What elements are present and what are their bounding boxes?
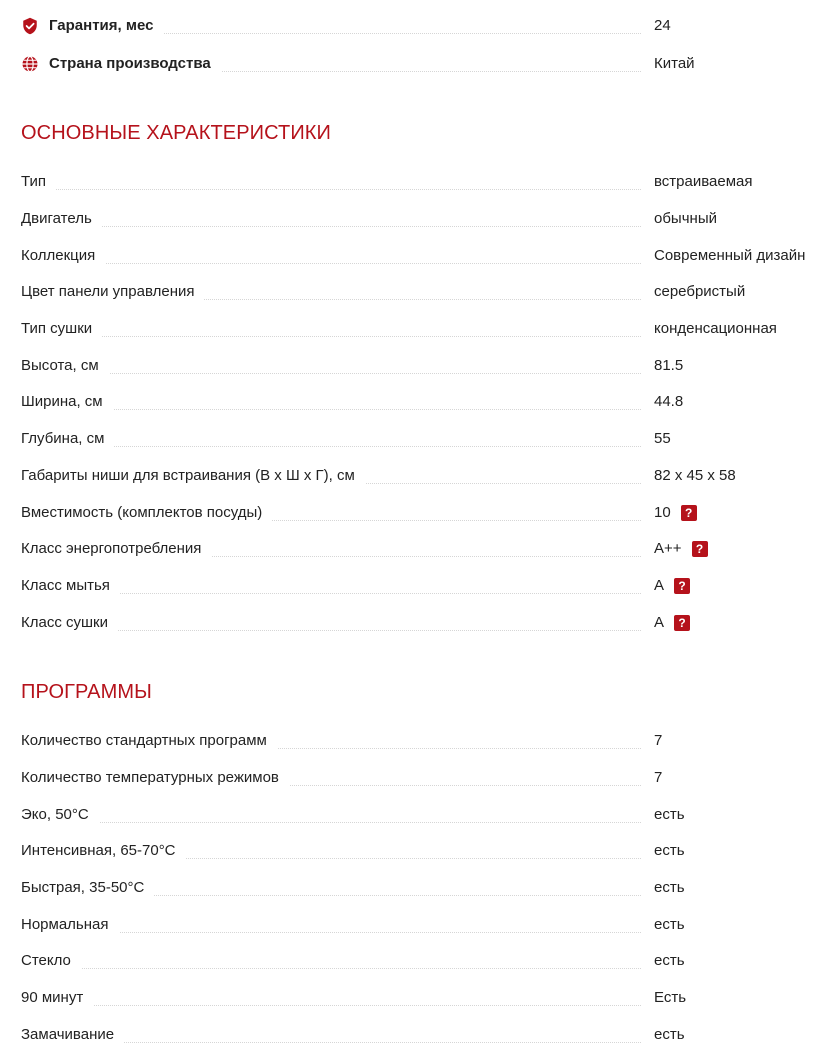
spec-label: Быстрая, 35-50°С — [21, 879, 154, 897]
spec-value: есть — [654, 916, 685, 934]
spec-label: Замачивание — [21, 1026, 124, 1044]
dotted-leader — [21, 263, 641, 264]
spec-row — [21, 458, 823, 495]
dotted-leader — [21, 409, 641, 410]
spec-value: встраиваемая — [654, 173, 753, 191]
spec-label: Габариты ниши для встраивания (В x Ш x Г), см — [21, 467, 365, 485]
spec-label: Класс мытья — [21, 577, 120, 595]
help-question-icon[interactable]: ? — [681, 505, 697, 521]
spec-label: Двигатель — [21, 210, 102, 228]
spec-row — [21, 796, 823, 833]
spec-value: 55 — [654, 430, 671, 448]
main-spec-list — [21, 164, 823, 641]
spec-value: 7 — [654, 769, 662, 787]
spec-value: A++ ? — [654, 540, 708, 558]
spec-label: Вместимость (комплектов посуды) — [21, 504, 272, 522]
section-title-main: ОСНОВНЫЕ ХАРАКТЕРИСТИКИ — [21, 121, 331, 145]
spec-label: Цвет панели управления — [21, 283, 204, 301]
spec-value: Современный дизайн — [654, 247, 805, 265]
spec-row — [21, 384, 823, 421]
spec-label: Тип сушки — [21, 320, 102, 338]
spec-row — [21, 494, 823, 531]
spec-label: Глубина, см — [21, 430, 114, 448]
spec-label: Высота, см — [21, 357, 109, 375]
spec-label: Гарантия, мес — [21, 17, 163, 35]
spec-label: Количество стандартных программ — [21, 732, 277, 750]
dotted-leader — [21, 822, 641, 823]
spec-value: есть — [654, 952, 685, 970]
spec-row — [21, 311, 823, 348]
spec-label: Стекло — [21, 952, 81, 970]
spec-label: Класс энергопотребления — [21, 540, 211, 558]
spec-value: Есть — [654, 989, 686, 1007]
spec-value: 24 — [654, 17, 671, 35]
dotted-leader — [21, 189, 641, 190]
spec-row — [21, 568, 823, 605]
spec-label: Эко, 50°С — [21, 806, 99, 824]
spec-label: Нормальная — [21, 916, 119, 934]
spec-row — [21, 870, 823, 907]
spec-row — [21, 943, 823, 980]
spec-value: Китай — [654, 55, 695, 73]
spec-row — [21, 760, 823, 797]
dotted-leader — [21, 226, 641, 227]
spec-value: конденсационная — [654, 320, 777, 338]
spec-label: Класс сушки — [21, 614, 118, 632]
spec-label: Ширина, см — [21, 393, 113, 411]
spec-value: 81.5 — [654, 357, 683, 375]
globe-icon — [21, 55, 39, 73]
spec-row — [21, 421, 823, 458]
spec-value: 7 — [654, 732, 662, 750]
spec-value: есть — [654, 879, 685, 897]
spec-value: 10 ? — [654, 504, 697, 522]
dotted-leader — [21, 968, 641, 969]
spec-row — [21, 164, 823, 201]
spec-row — [21, 237, 823, 274]
spec-label: Коллекция — [21, 247, 105, 265]
spec-row — [21, 833, 823, 870]
spec-row — [21, 1017, 823, 1053]
section-title-programs: ПРОГРАММЫ — [21, 680, 152, 704]
spec-value: есть — [654, 842, 685, 860]
spec-label: Страна производства — [21, 55, 221, 73]
help-question-icon[interactable]: ? — [674, 578, 690, 594]
spec-row — [21, 531, 823, 568]
shield-check-icon — [21, 17, 39, 35]
spec-value: обычный — [654, 210, 717, 228]
dotted-leader — [21, 373, 641, 374]
dotted-leader — [21, 1005, 641, 1006]
spec-row — [21, 723, 823, 760]
top-specs — [21, 8, 823, 82]
spec-row — [21, 347, 823, 384]
spec-value: есть — [654, 1026, 685, 1044]
spec-row — [21, 274, 823, 311]
spec-value: 44.8 — [654, 393, 683, 411]
spec-row — [21, 906, 823, 943]
spec-row-country — [21, 46, 823, 83]
spec-row — [21, 201, 823, 238]
spec-label: 90 минут — [21, 989, 93, 1007]
spec-value: A ? — [654, 614, 690, 632]
dotted-leader — [21, 336, 641, 337]
spec-label: Интенсивная, 65-70°С — [21, 842, 186, 860]
spec-label: Количество температурных режимов — [21, 769, 289, 787]
spec-row-warranty — [21, 8, 823, 45]
help-question-icon[interactable]: ? — [692, 541, 708, 557]
spec-row — [21, 604, 823, 641]
spec-value: 82 x 45 x 58 — [654, 467, 736, 485]
help-question-icon[interactable]: ? — [674, 615, 690, 631]
spec-value: есть — [654, 806, 685, 824]
spec-value: серебристый — [654, 283, 745, 301]
spec-label: Тип — [21, 173, 56, 191]
programs-spec-list — [21, 723, 823, 1053]
spec-value: A ? — [654, 577, 690, 595]
spec-row — [21, 980, 823, 1017]
